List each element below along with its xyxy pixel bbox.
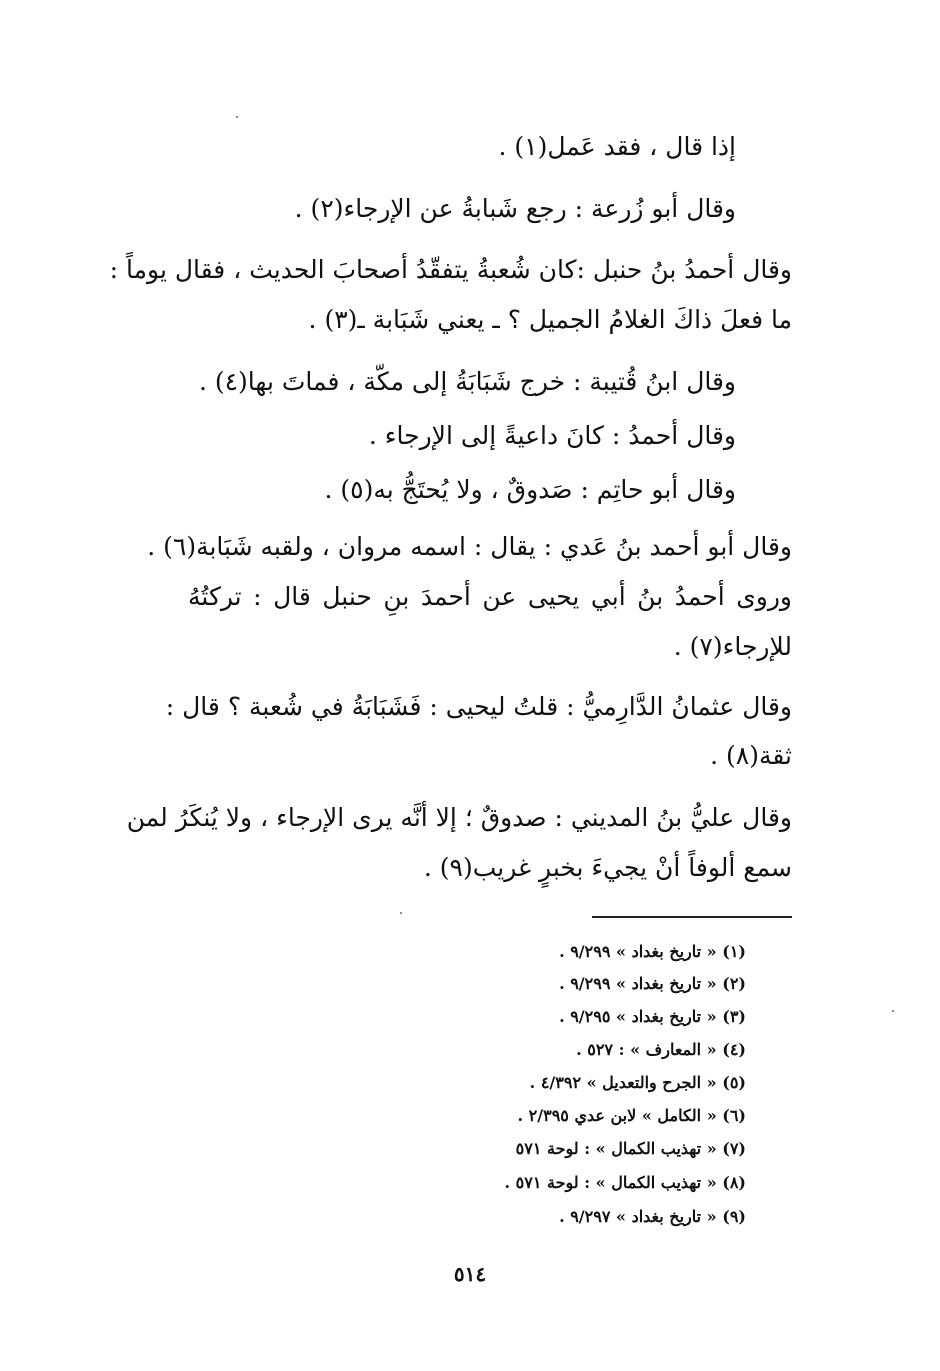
footnote-8: (٨) « تهذيب الكمال » : لوحة ٥٧١ . xyxy=(504,1173,746,1192)
text-line-11: وقال عثمانُ الدَّارِميُّ : قلتُ ليحيى : فَشَبَابَةُ في شُعبة ؟ قال : xyxy=(165,692,792,721)
text-line-7: وقال أبو حاتِم : صَدوقٌ ، ولا يُحتَجُّ به(٥) . xyxy=(324,475,736,504)
scan-speck xyxy=(236,116,238,118)
text-line-14: سمع ألوفاً أنْ يجيءَ بخبرٍ غريب(٩) . xyxy=(423,853,792,882)
text-line-4: ما فعلَ ذاكَ الغلامُ الجميل ؟ ـ يعني شَبَابة ـ(٣) . xyxy=(308,305,792,334)
text-line-9: وروى أحمدُ بنُ أبي يحيى عن أحمدَ بنِ حنبل قال : تركتُهُ xyxy=(188,582,792,611)
text-line-5: وقال ابنُ قُتيبة : خرج شَبَابَةُ إلى مكّة ، فماتَ بها(٤) . xyxy=(198,367,736,396)
text-line-10: للإرجاء(٧) . xyxy=(673,632,792,661)
footnote-5: (٥) « الجرح والتعديل » ٤/٣٩٢ . xyxy=(529,1073,746,1092)
text-line-13: وقال عليُّ بنُ المديني : صدوقٌ ؛ إلا أنَّه يرى الإرجاء ، ولا يُنكَرُ لمن xyxy=(126,803,792,832)
footnote-1: (١) « تاريخ بغداد » ٩/٢٩٩ . xyxy=(559,942,746,961)
footnote-2: (٢) « تاريخ بغداد » ٩/٢٩٩ . xyxy=(559,974,746,993)
text-line-6: وقال أحمدُ : كانَ داعيةً إلى الإرجاء . xyxy=(368,421,736,450)
footnote-7: (٧) « تهذيب الكمال » : لوحة ٥٧١ xyxy=(515,1139,746,1158)
footnote-3: (٣) « تاريخ بغداد » ٩/٢٩٥ . xyxy=(559,1007,746,1026)
text-line-8: وقال أبو أحمد بنُ عَدي : يقال : اسمه مروان ، ولقبه شَبَابة(٦) . xyxy=(147,532,792,561)
text-line-1: إذا قال ، فقد عَمل(١) . xyxy=(498,132,736,161)
scan-speck xyxy=(400,912,402,914)
text-line-3: وقال أحمدُ بنُ حنبل :كان شُعبةُ يتفقّدُ أصحابَ الحديث ، فقال يوماً : xyxy=(109,255,792,284)
footnote-4: (٤) « المعارف » : ٥٢٧ . xyxy=(576,1040,746,1059)
footnote-6: (٦) « الكامل » لابن عدي ٢/٣٩٥ . xyxy=(517,1106,746,1125)
footnote-9: (٩) « تاريخ بغداد » ٩/٢٩٧ . xyxy=(559,1207,746,1226)
scan-speck xyxy=(892,1010,894,1012)
footnote-separator xyxy=(592,916,792,918)
page-number: ٥١٤ xyxy=(453,1262,487,1286)
text-line-2: وقال أبو زُرعة : رجع شَبابةُ عن الإرجاء(٢) . xyxy=(294,194,736,223)
text-line-12: ثقة(٨) . xyxy=(710,741,792,770)
